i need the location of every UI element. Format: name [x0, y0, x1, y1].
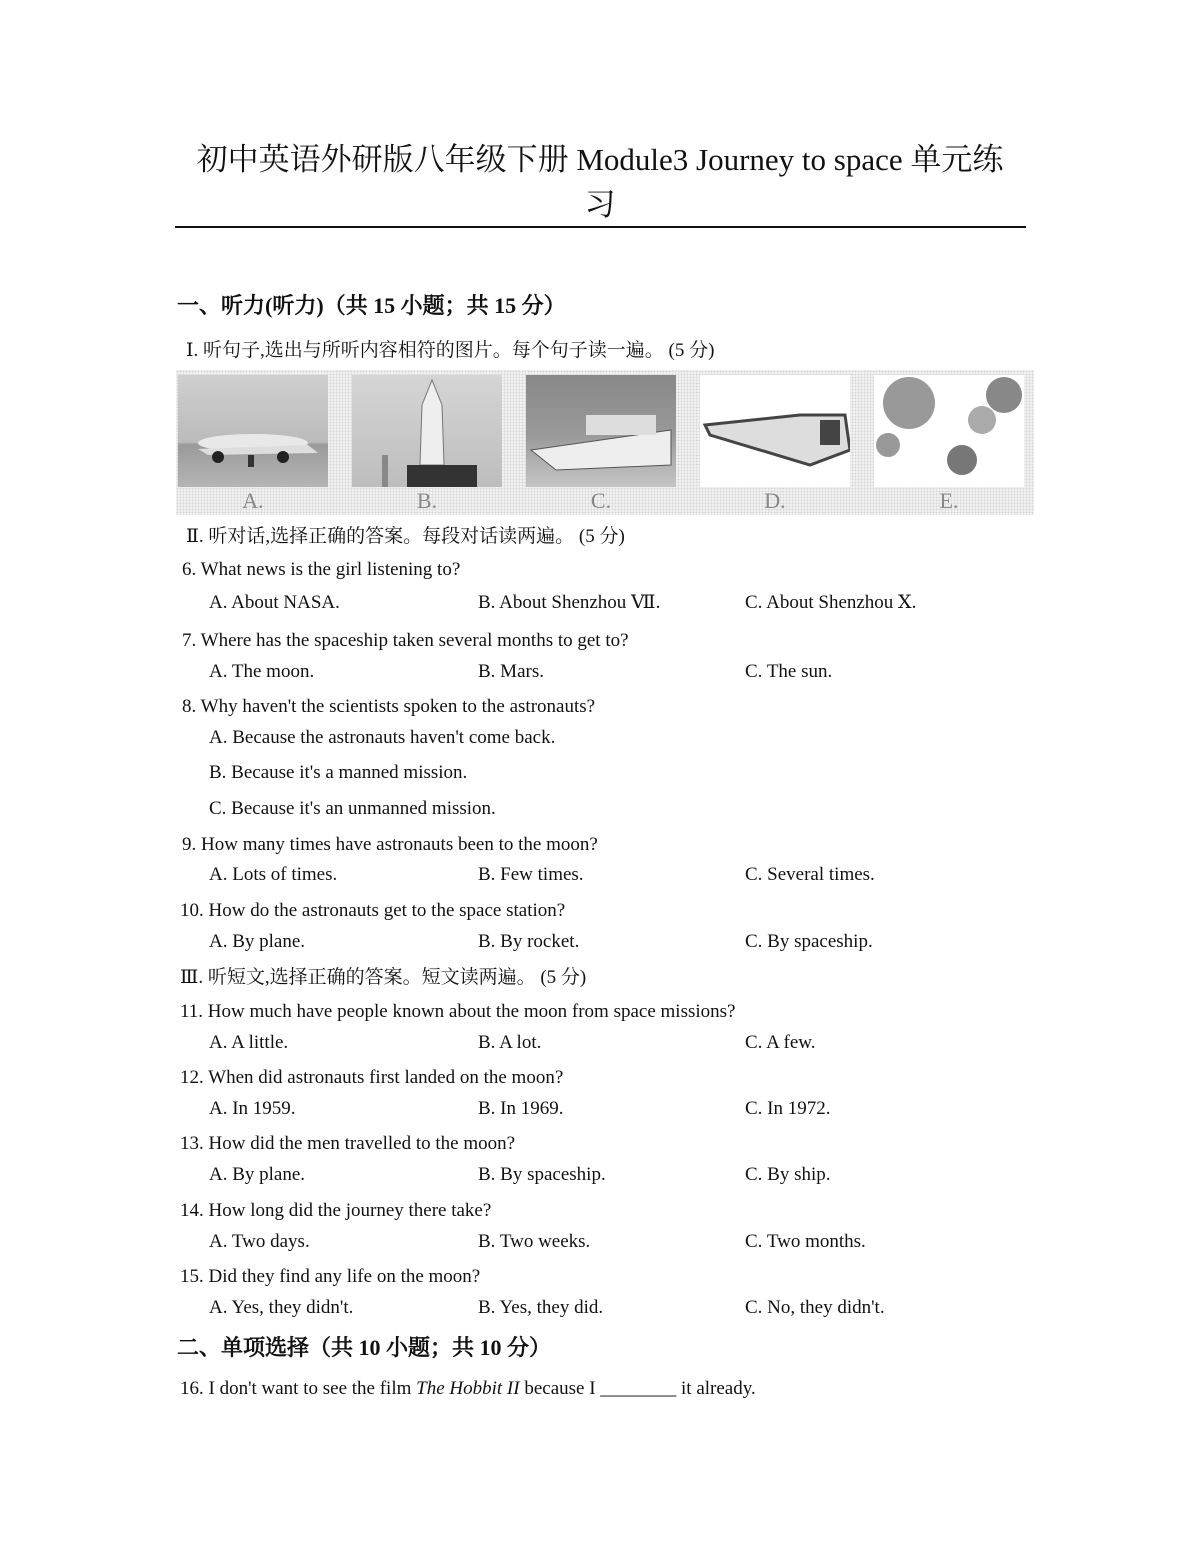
question-10-option-a[interactable]: A. By plane.: [209, 931, 306, 952]
question-13-option-a[interactable]: A. By plane.: [209, 1164, 306, 1185]
space-shuttle-icon: [352, 375, 502, 487]
title-rule: [175, 226, 1026, 228]
question-15-option-c[interactable]: C. No, they didn't.: [745, 1297, 885, 1318]
question-13: 13. How did the men travelled to the moon?: [180, 1133, 516, 1154]
part-1-instruction: Ⅰ. 听句子,选出与所听内容相符的图片。每个句子读一遍。 (5 分): [186, 340, 715, 361]
question-8-option-a[interactable]: A. Because the astronauts haven't come back.: [209, 727, 556, 748]
question-16-text: 16. I don't want to see the film: [180, 1378, 417, 1399]
part-2-instruction: Ⅱ. 听对话,选择正确的答案。每段对话读两遍。 (5 分): [186, 526, 625, 547]
question-12-option-b[interactable]: B. In 1969.: [478, 1098, 564, 1119]
question-14: 14. How long did the journey there take?: [180, 1200, 492, 1221]
question-11-option-c[interactable]: C. A few.: [745, 1032, 816, 1053]
question-7-option-a[interactable]: A. The moon.: [209, 661, 315, 682]
question-14-option-b[interactable]: B. Two weeks.: [478, 1231, 591, 1252]
question-6-option-c[interactable]: C. About Shenzhou Ⅹ.: [745, 592, 917, 613]
picture-label-a: A.: [242, 488, 264, 513]
question-9-option-a[interactable]: A. Lots of times.: [209, 864, 338, 885]
question-6-option-a[interactable]: A. About NASA.: [209, 592, 340, 613]
film-title: The Hobbit II: [416, 1378, 520, 1399]
question-11: 11. How much have people known about the moon from space missions?: [180, 1001, 736, 1022]
section-2-heading: 二、单项选择（共 10 小题；共 10 分）: [177, 1335, 552, 1360]
question-16: [180, 1377, 756, 1401]
bullet-train-icon: [700, 375, 850, 487]
question-15: 15. Did they find any life on the moon?: [180, 1266, 481, 1287]
question-12-option-c[interactable]: C. In 1972.: [745, 1098, 831, 1119]
question-8-option-b[interactable]: B. Because it's a manned mission.: [209, 762, 468, 783]
airplane-icon: [178, 375, 328, 487]
question-12: 12. When did astronauts first landed on the moon?: [180, 1067, 564, 1088]
question-16-blank: because I ________ it already.: [519, 1378, 756, 1399]
question-9-option-c[interactable]: C. Several times.: [745, 864, 875, 885]
picture-label-c: C.: [590, 488, 612, 513]
question-10-option-b[interactable]: B. By rocket.: [478, 931, 580, 952]
document-title-cont: 习: [584, 187, 616, 222]
question-8-option-c[interactable]: C. Because it's an unmanned mission.: [209, 798, 496, 819]
question-14-option-c[interactable]: C. Two months.: [745, 1231, 866, 1252]
question-7-option-b[interactable]: B. Mars.: [478, 661, 544, 682]
ship-icon: [526, 375, 676, 487]
part-3-instruction: Ⅲ. 听短文,选择正确的答案。短文读两遍。 (5 分): [180, 967, 587, 988]
question-11-option-a[interactable]: A. A little.: [209, 1032, 289, 1053]
question-8: 8. Why haven't the scientists spoken to the astronauts?: [182, 696, 596, 717]
section-1-heading: 一、听力(听力)（共 15 小题；共 15 分）: [177, 293, 566, 318]
question-6: 6. What news is the girl listening to?: [182, 559, 461, 580]
picture-label-e: E.: [939, 488, 959, 513]
question-9-option-b[interactable]: B. Few times.: [478, 864, 584, 885]
question-7-option-c[interactable]: C. The sun.: [745, 661, 833, 682]
question-9: 9. How many times have astronauts been to the moon?: [182, 834, 598, 855]
question-7: 7. Where has the spaceship taken several months to get to?: [182, 630, 629, 651]
hot-air-balloons-icon: [874, 375, 1024, 487]
question-14-option-a[interactable]: A. Two days.: [209, 1231, 310, 1252]
question-15-option-b[interactable]: B. Yes, they did.: [478, 1297, 604, 1318]
question-13-option-b[interactable]: B. By spaceship.: [478, 1164, 606, 1185]
question-12-option-a[interactable]: A. In 1959.: [209, 1098, 296, 1119]
question-6-option-b[interactable]: B. About Shenzhou Ⅶ.: [478, 592, 661, 613]
question-13-option-c[interactable]: C. By ship.: [745, 1164, 831, 1185]
picture-strip: [176, 370, 1034, 515]
picture-label-d: D.: [764, 488, 786, 513]
question-10-option-c[interactable]: C. By spaceship.: [745, 931, 873, 952]
document-title: 初中英语外研版八年级下册 Module3 Journey to space 单元练: [196, 142, 1004, 177]
question-11-option-b[interactable]: B. A lot.: [478, 1032, 542, 1053]
question-15-option-a[interactable]: A. Yes, they didn't.: [209, 1297, 354, 1318]
picture-label-b: B.: [416, 488, 438, 513]
question-10: 10. How do the astronauts get to the space station?: [180, 900, 566, 921]
